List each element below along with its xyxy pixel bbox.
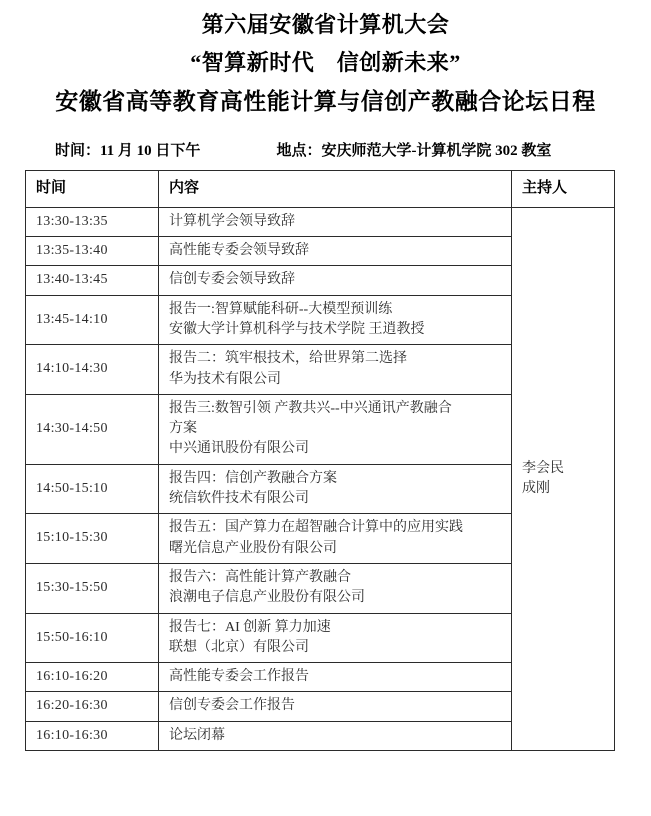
session-content bbox=[159, 237, 512, 266]
schedule-table-body bbox=[26, 207, 615, 750]
conference-title: 第六届安徽省计算机大会 bbox=[201, 12, 450, 37]
session-content bbox=[159, 295, 512, 345]
session-content-line: 报告一:智算赋能科研--大模型预训练 bbox=[169, 301, 393, 317]
column-header-time: 时间 bbox=[26, 171, 159, 208]
session-time: 15:50-16:10 bbox=[26, 613, 159, 663]
forum-agenda-title: 安徽省高等教育高性能计算与信创产教融合论坛日程 bbox=[55, 89, 596, 114]
session-time: 14:50-15:10 bbox=[26, 464, 159, 514]
session-content bbox=[159, 266, 512, 295]
schedule-table-wrapper bbox=[0, 170, 651, 751]
session-content bbox=[159, 563, 512, 613]
session-content-line: 联想（北京）有限公司 bbox=[169, 639, 309, 655]
column-header-content: 内容 bbox=[159, 171, 512, 208]
session-time: 15:10-15:30 bbox=[26, 514, 159, 564]
session-content-line: 信创专委会工作报告 bbox=[169, 698, 295, 714]
session-time: 14:10-14:30 bbox=[26, 345, 159, 395]
session-time: 16:10-16:30 bbox=[26, 721, 159, 750]
session-time: 13:45-14:10 bbox=[26, 295, 159, 345]
session-content-line: 中兴通讯股份有限公司 bbox=[169, 441, 309, 457]
session-content-line: 信创专委会领导致辞 bbox=[169, 272, 295, 288]
session-content bbox=[159, 663, 512, 692]
session-content-line: 曙光信息产业股份有限公司 bbox=[169, 540, 337, 556]
session-content-line: 报告四：信创产教融合方案 bbox=[169, 470, 337, 486]
table-header-row bbox=[26, 171, 615, 208]
column-header-host: 主持人 bbox=[512, 171, 615, 208]
schedule-table bbox=[25, 170, 615, 751]
event-place: 地点：安庆师范大学-计算机学院 302 教室 bbox=[276, 143, 552, 159]
session-content bbox=[159, 692, 512, 721]
session-content bbox=[159, 514, 512, 564]
session-time: 16:20-16:30 bbox=[26, 692, 159, 721]
session-host-name: 成刚 bbox=[522, 480, 550, 496]
session-content-line: 报告六：高性能计算产教融合 bbox=[169, 569, 351, 585]
session-content bbox=[159, 394, 512, 464]
session-content bbox=[159, 464, 512, 514]
session-content bbox=[159, 345, 512, 395]
session-content bbox=[159, 207, 512, 236]
session-host bbox=[512, 207, 615, 750]
session-time: 13:40-13:45 bbox=[26, 266, 159, 295]
session-content-line: 报告二：筑牢根技术，给世界第二选择 bbox=[169, 351, 407, 367]
session-time: 15:30-15:50 bbox=[26, 563, 159, 613]
schedule-table-head bbox=[26, 171, 615, 208]
session-time: 13:30-13:35 bbox=[26, 207, 159, 236]
session-content-line: 高性能专委会工作报告 bbox=[169, 669, 309, 685]
session-content-line: 安徽大学计算机科学与技术学院 王逍教授 bbox=[169, 321, 425, 337]
table-row bbox=[26, 207, 615, 236]
session-time: 16:10-16:20 bbox=[26, 663, 159, 692]
session-time: 13:35-13:40 bbox=[26, 237, 159, 266]
session-content-line: 华为技术有限公司 bbox=[169, 371, 281, 387]
session-content bbox=[159, 721, 512, 750]
session-content-line: 浪潮电子信息产业股份有限公司 bbox=[169, 590, 365, 606]
session-content-line: 计算机学会领导致辞 bbox=[169, 213, 295, 229]
session-content-line: 高性能专委会领导致辞 bbox=[169, 243, 309, 259]
session-time: 14:30-14:50 bbox=[26, 394, 159, 464]
session-content-line: 统信软件技术有限公司 bbox=[169, 491, 309, 507]
conference-slogan: “智算新时代 信创新未来” bbox=[190, 50, 461, 75]
session-content-line: 论坛闭幕 bbox=[169, 727, 225, 743]
event-time: 时间：11 月 10 日下午 bbox=[55, 143, 201, 159]
session-content-line: 报告五：国产算力在超智融合计算中的应用实践 bbox=[169, 520, 463, 536]
session-content-line: 报告三:数智引领 产教共兴--中兴通讯产教融合 bbox=[169, 400, 452, 416]
document-titles bbox=[0, 0, 651, 113]
session-content bbox=[159, 613, 512, 663]
event-meta bbox=[0, 139, 651, 160]
session-host-name: 李会民 bbox=[522, 460, 564, 476]
session-content-line: 方案 bbox=[169, 421, 197, 437]
session-content-line: 报告七：AI 创新 算力加速 bbox=[169, 619, 331, 635]
